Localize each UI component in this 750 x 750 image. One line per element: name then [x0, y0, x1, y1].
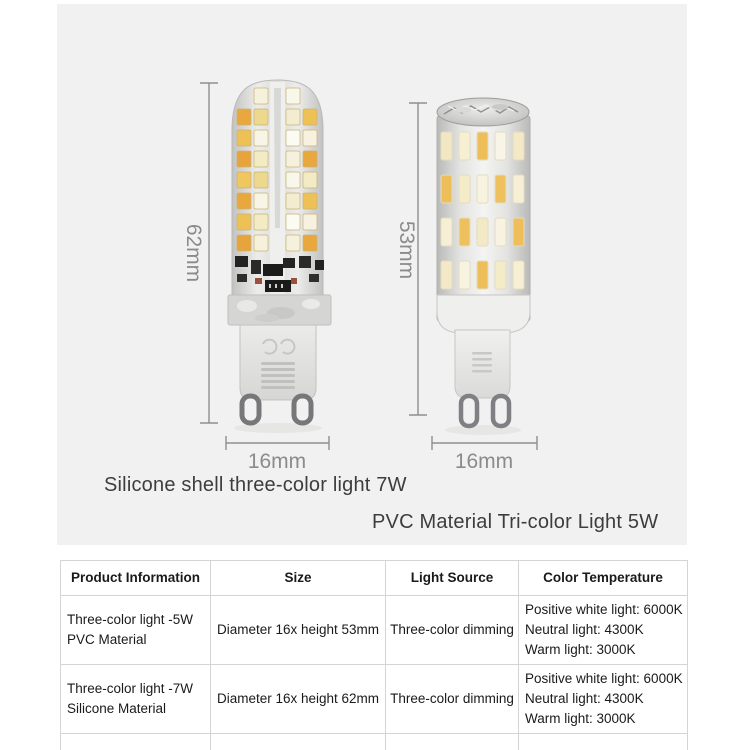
- cell-light-source-row1: Three-color dimming: [386, 596, 519, 665]
- column-header-color-temperature: Color Temperature: [519, 561, 688, 596]
- product-name-line: Three-color light -7W: [67, 681, 194, 696]
- ct-neutral: Neutral light: 4300K: [525, 691, 644, 706]
- ct-neutral: Neutral light: 4300K: [525, 622, 644, 637]
- product-name-line: Three-color light -5W: [67, 612, 194, 627]
- cell-size-row1: Diameter 16x height 53mm: [211, 596, 386, 665]
- partial-row-cell: [211, 734, 386, 750]
- cell-product-row1: [61, 596, 211, 665]
- caption-silicone-7w: Silicone shell three-color light 7W: [104, 474, 407, 496]
- ct-positive-white: Positive white light: 6000K: [525, 602, 683, 617]
- ct-positive-white: Positive white light: 6000K: [525, 671, 683, 686]
- ct-warm: Warm light: 3000K: [525, 711, 636, 726]
- cell-color-temperature-row2: [519, 665, 688, 734]
- spec-table: [60, 560, 688, 750]
- column-header-product-information: Product Information: [61, 561, 211, 596]
- ct-warm: Warm light: 3000K: [525, 642, 636, 657]
- photo-panel: [57, 4, 687, 545]
- partial-row-cell: [519, 734, 688, 750]
- pvc-bulb-image: [426, 90, 538, 440]
- column-header-size: Size: [211, 561, 386, 596]
- partial-row-cell: [386, 734, 519, 750]
- cell-light-source-row2: Three-color dimming: [386, 665, 519, 734]
- width-label-left: 16mm: [247, 450, 307, 473]
- partial-row-cell: [61, 734, 211, 750]
- cell-size-row2: Diameter 16x height 62mm: [211, 665, 386, 734]
- column-header-light-source: Light Source: [386, 561, 519, 596]
- height-label-right: 53mm: [395, 220, 418, 280]
- product-material-line: Silicone Material: [67, 701, 167, 716]
- height-label-left: 62mm: [182, 223, 205, 283]
- product-material-line: PVC Material: [67, 632, 147, 647]
- caption-pvc-5w: PVC Material Tri-color Light 5W: [372, 511, 659, 533]
- width-label-right: 16mm: [454, 450, 514, 473]
- cell-color-temperature-row1: [519, 596, 688, 665]
- cell-product-row2: [61, 665, 211, 734]
- silicone-bulb-image: [225, 66, 337, 438]
